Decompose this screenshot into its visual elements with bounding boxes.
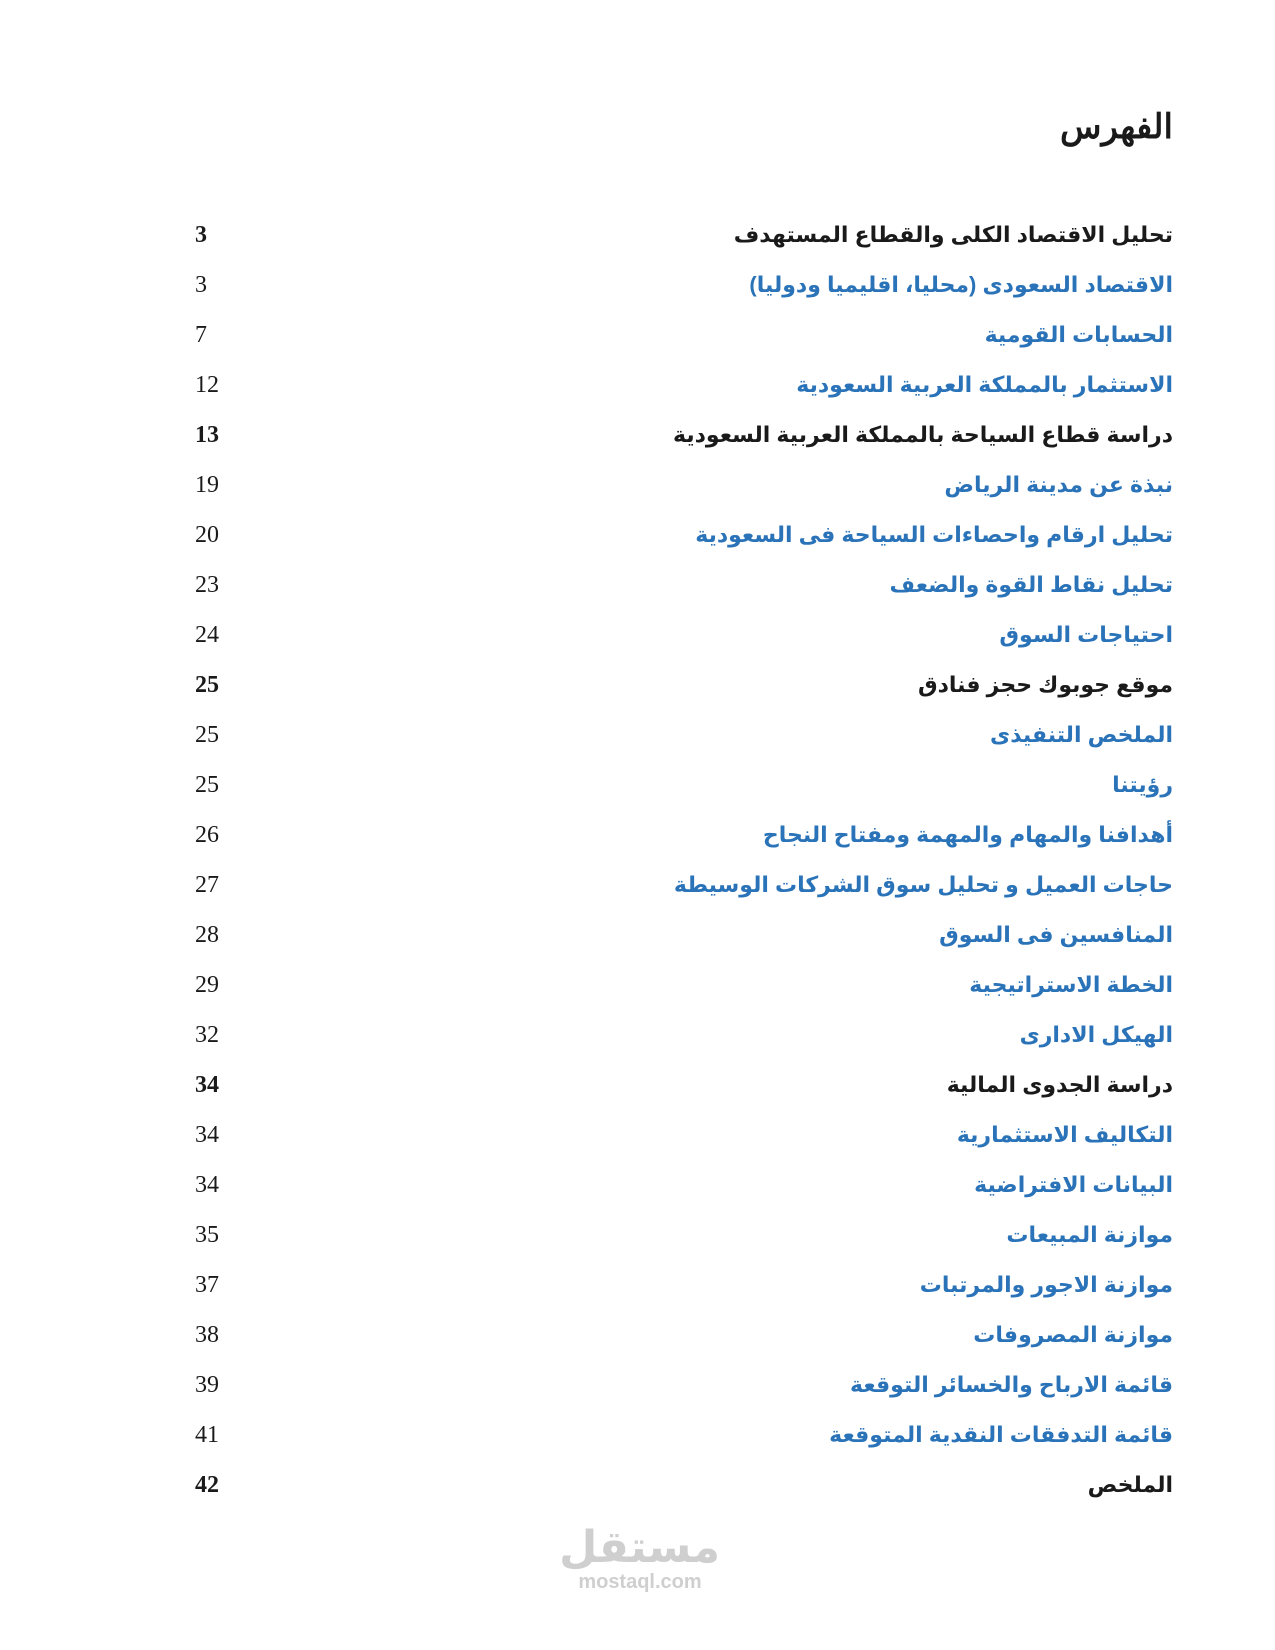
table-of-contents	[180, 220, 1173, 1520]
watermark-url: mostaql.com	[578, 1571, 702, 1593]
toc-subsection-entry[interactable]	[180, 1120, 1173, 1170]
toc-entry-label[interactable]: الاستثمار بالمملكة العربية السعودية	[796, 372, 1173, 397]
toc-section-entry[interactable]	[180, 220, 1173, 270]
toc-entry-label[interactable]: نبذة عن مدينة الرياض	[944, 472, 1173, 497]
toc-page-number: 25	[195, 772, 219, 798]
toc-entry-label[interactable]: قائمة التدفقات النقدية المتوقعة	[829, 1422, 1173, 1447]
toc-entry-label[interactable]: الخطة الاستراتيجية	[969, 972, 1173, 997]
toc-page-number: 24	[195, 622, 219, 648]
toc-entry-label[interactable]: التكاليف الاستثمارية	[956, 1122, 1173, 1147]
toc-page-number: 37	[195, 1272, 219, 1298]
toc-page-number: 34	[195, 1172, 219, 1198]
toc-subsection-entry[interactable]	[180, 370, 1173, 420]
toc-entry-label[interactable]: الهيكل الادارى	[1019, 1022, 1173, 1047]
toc-page-number: 34	[195, 1072, 219, 1098]
toc-page-number: 38	[195, 1322, 219, 1348]
toc-page-number: 28	[195, 922, 219, 948]
toc-subsection-entry[interactable]	[180, 620, 1173, 670]
toc-entry-label[interactable]: رؤيتنا	[1112, 772, 1173, 797]
toc-entry-label[interactable]: دراسة قطاع السياحة بالمملكة العربية السعودية	[673, 422, 1173, 447]
toc-page-number: 35	[195, 1222, 219, 1248]
toc-entry-label[interactable]: تحليل ارقام واحصاءات السياحة فى السعودية	[695, 522, 1173, 547]
toc-entry-label[interactable]: موازنة المبيعات	[1006, 1222, 1173, 1247]
toc-entry-label[interactable]: موقع جوبوك حجز فنادق	[917, 672, 1173, 697]
toc-page-number: 42	[195, 1472, 219, 1498]
toc-section-entry[interactable]	[180, 1070, 1173, 1120]
toc-page-number: 29	[195, 972, 219, 998]
toc-page-number: 19	[195, 472, 219, 498]
toc-subsection-entry[interactable]	[180, 270, 1173, 320]
toc-entry-label[interactable]: الحسابات القومية	[984, 322, 1173, 347]
toc-subsection-entry[interactable]	[180, 770, 1173, 820]
toc-entry-label[interactable]: احتياجات السوق	[999, 622, 1173, 647]
toc-entry-label[interactable]: تحليل نقاط القوة والضعف	[889, 572, 1173, 597]
toc-page-number: 13	[195, 422, 219, 448]
toc-subsection-entry[interactable]	[180, 570, 1173, 620]
toc-entry-label[interactable]: تحليل الاقتصاد الكلى والقطاع المستهدف	[733, 222, 1173, 247]
toc-entry-label[interactable]: المنافسين فى السوق	[939, 922, 1173, 947]
toc-entry-label[interactable]: دراسة الجدوى المالية	[946, 1072, 1173, 1097]
toc-subsection-entry[interactable]	[180, 520, 1173, 570]
toc-subsection-entry[interactable]	[180, 820, 1173, 870]
toc-page-number: 25	[195, 722, 219, 748]
toc-subsection-entry[interactable]	[180, 470, 1173, 520]
toc-page-number: 41	[195, 1422, 219, 1448]
toc-page-number: 32	[195, 1022, 219, 1048]
toc-page-number: 23	[195, 572, 219, 598]
toc-page-number: 7	[195, 322, 207, 348]
toc-entry-label[interactable]: موازنة المصروفات	[973, 1322, 1173, 1347]
toc-page-number: 34	[195, 1122, 219, 1148]
toc-page-number: 12	[195, 372, 219, 398]
toc-subsection-entry[interactable]	[180, 720, 1173, 770]
toc-entry-label[interactable]: الاقتصاد السعودى (محليا، اقليميا ودوليا)	[749, 272, 1173, 297]
toc-subsection-entry[interactable]	[180, 920, 1173, 970]
toc-entry-label[interactable]: أهدافنا والمهام والمهمة ومفتاح النجاح	[762, 822, 1173, 847]
toc-subsection-entry[interactable]	[180, 1270, 1173, 1320]
toc-page-number: 20	[195, 522, 219, 548]
toc-entry-label[interactable]: الملخص	[1087, 1472, 1173, 1497]
toc-page-number: 26	[195, 822, 219, 848]
watermark	[559, 1522, 720, 1593]
toc-page-number: 3	[195, 272, 207, 298]
toc-page-number: 3	[195, 222, 207, 248]
toc-subsection-entry[interactable]	[180, 1220, 1173, 1270]
toc-subsection-entry[interactable]	[180, 1370, 1173, 1420]
toc-entry-label[interactable]: قائمة الارباح والخسائر التوقعة	[850, 1372, 1173, 1397]
toc-section-entry[interactable]	[180, 1470, 1173, 1520]
toc-section-entry[interactable]	[180, 670, 1173, 720]
toc-entry-label[interactable]: موازنة الاجور والمرتبات	[919, 1272, 1173, 1297]
toc-subsection-entry[interactable]	[180, 1170, 1173, 1220]
toc-page-number: 25	[195, 672, 219, 698]
toc-entry-label[interactable]: الملخص التنفيذى	[990, 722, 1173, 747]
toc-subsection-entry[interactable]	[180, 970, 1173, 1020]
toc-subsection-entry[interactable]	[180, 870, 1173, 920]
toc-entry-label[interactable]: البيانات الافتراضية	[974, 1172, 1173, 1197]
toc-page-number: 27	[195, 872, 219, 898]
toc-subsection-entry[interactable]	[180, 1020, 1173, 1070]
watermark-logo: مستقل	[559, 1522, 720, 1573]
page-title: الفهرس	[1060, 109, 1173, 146]
toc-entry-label[interactable]: حاجات العميل و تحليل سوق الشركات الوسيطة	[673, 872, 1173, 897]
toc-section-entry[interactable]	[180, 420, 1173, 470]
toc-subsection-entry[interactable]	[180, 1420, 1173, 1470]
toc-subsection-entry[interactable]	[180, 1320, 1173, 1370]
toc-subsection-entry[interactable]	[180, 320, 1173, 370]
toc-page-number: 39	[195, 1372, 219, 1398]
